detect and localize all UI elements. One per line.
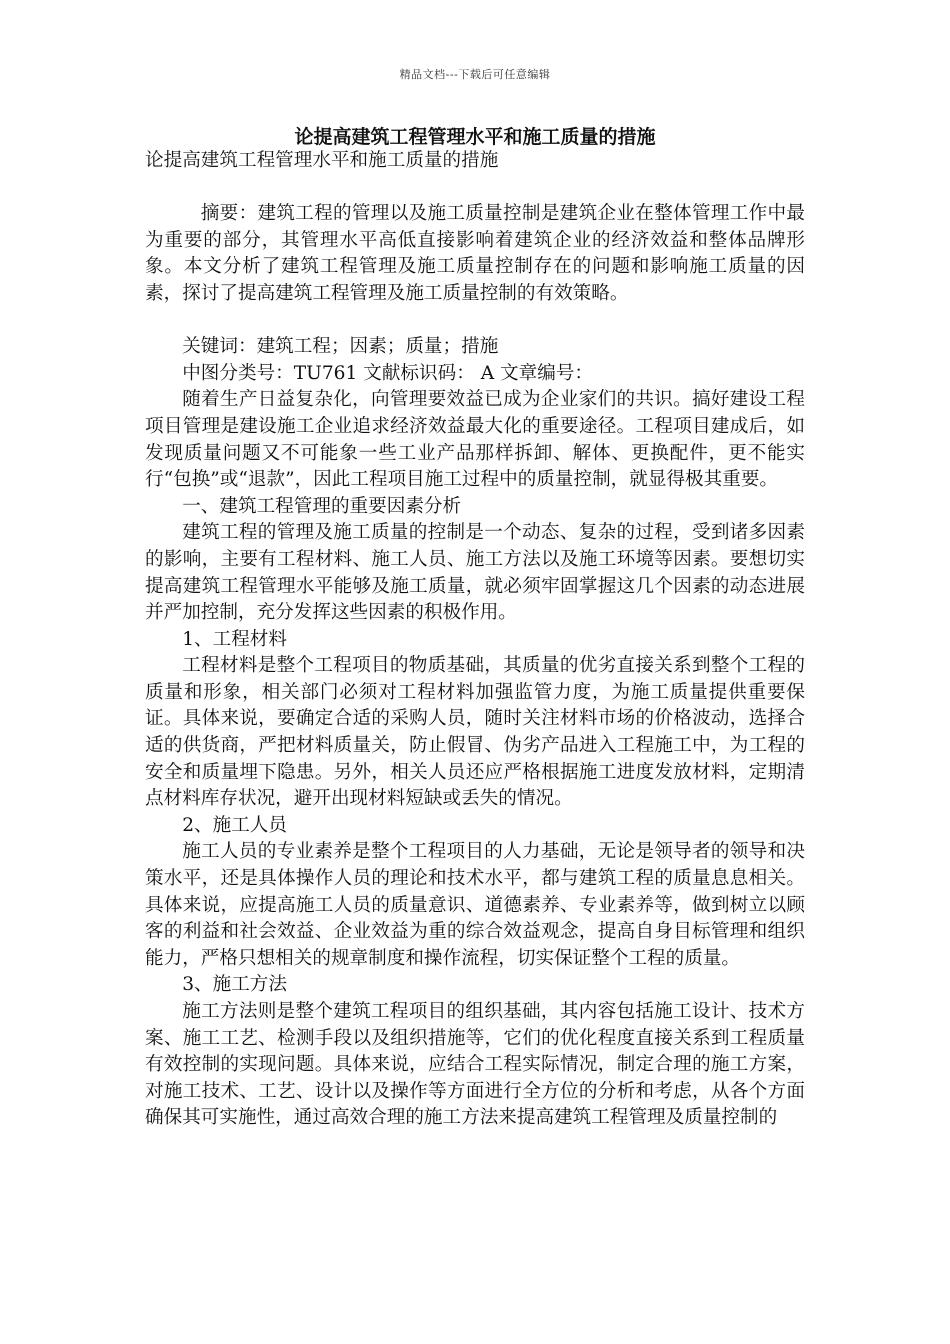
keywords-line: 关键词：建筑工程；因素；质量；措施 xyxy=(182,336,499,358)
header-note: 精品文档---下载后可任意编辑 xyxy=(399,68,551,81)
subsection-1-paragraph: 工程材料是整个工程项目的物质基础，其质量的优劣直接关系到整个工程的质量和形象，相关部门必须对工程材料加强监管力度，为施工质量提供重要保证。具体来说，要确定合适的采购人员，随时关注材料市场的价格波动，选择合适的供货商，严把材料质量关，防止假冒、伪劣产品进入工程施工中，为工程的安全和质量埋下隐患。另外，相关人员还应严格根据施工进度发放材料，定期清点材料库存状况，避开出现材料短缺或丢失的情况。 xyxy=(145,655,805,810)
subsection-3-heading: 3、施工方法 xyxy=(182,974,287,996)
subsection-2-paragraph: 施工人员的专业素养是整个工程项目的人力基础，无论是领导者的领导和决策水平，还是具体操作人员的理论和技术水平，都与建筑工程的质量息息相关。具体来说，应提高施工人员的质量意识、道德素养、专业素养等，做到树立以顾客的利益和社会效益、企业效益为重的综合效益观念，提高自身目标管理和组织能力，严格只想相关的规章制度和操作流程，切实保证整个工程的质量。 xyxy=(145,841,805,969)
section-1-paragraph: 建筑工程的管理及施工质量的控制是一个动态、复杂的过程，受到诸多因素的影响，主要有工程材料、施工人员、施工方法以及施工环境等因素。要想切实提高建筑工程管理水平能够及施工质量，就必须牢固掌握这几个因素的动态进展并严加控制，充分发挥这些因素的积极作用。 xyxy=(145,522,805,624)
abstract-paragraph: 摘要：建筑工程的管理以及施工质量控制是建筑企业在整体管理工作中最为重要的部分，其管理水平高低直接影响着建筑企业的经济效益和整体品牌形象。本文分析了建筑工程管理及施工质量控制存在的问题和影响施工质量的因素，探讨了提高建筑工程管理及施工质量控制的有效策略。 xyxy=(145,203,805,304)
blank-line xyxy=(145,308,805,335)
section-1-heading: 一、建筑工程管理的重要因素分析 xyxy=(182,495,462,517)
subsection-3-paragraph: 施工方法则是整个建筑工程项目的组织基础，其内容包括施工设计、技术方案、施工工艺、检测手段以及组织措施等，它们的优化程度直接关系到工程质量有效控制的实现问题。具体来说，应结合工程实际情况，制定合理的施工方案，对施工技术、工艺、设计以及操作等方面进行全方位的分析和考虑，从各个方面确保其可实施性，通过高效合理的施工方法来提高建筑工程管理及质量控制的 xyxy=(145,1001,805,1129)
subsection-1-heading: 1、工程材料 xyxy=(182,628,287,650)
intro-paragraph: 随着生产日益复杂化，向管理要效益已成为企业家们的共识。搞好建设工程项目管理是建设施工企业追求经济效益最大化的重要途径。工程项目建成后，如发现质量问题又不可能象一些工业产品那样拆卸、解体、更换配件，更不能实行“包换”或“退款”，因此工程项目施工过程中的质量控制，就显得极其重要。 xyxy=(145,389,805,491)
document-subtitle: 论提高建筑工程管理水平和施工质量的措施 xyxy=(145,150,499,171)
subsection-2-heading: 2、施工人员 xyxy=(182,814,287,836)
blank-line xyxy=(145,175,805,202)
document-body xyxy=(145,148,805,1132)
document-title: 论提高建筑工程管理水平和施工质量的措施 xyxy=(294,126,656,148)
classification-line: 中图分类号：TU761 文献标识码： A 文章编号： xyxy=(182,362,594,384)
